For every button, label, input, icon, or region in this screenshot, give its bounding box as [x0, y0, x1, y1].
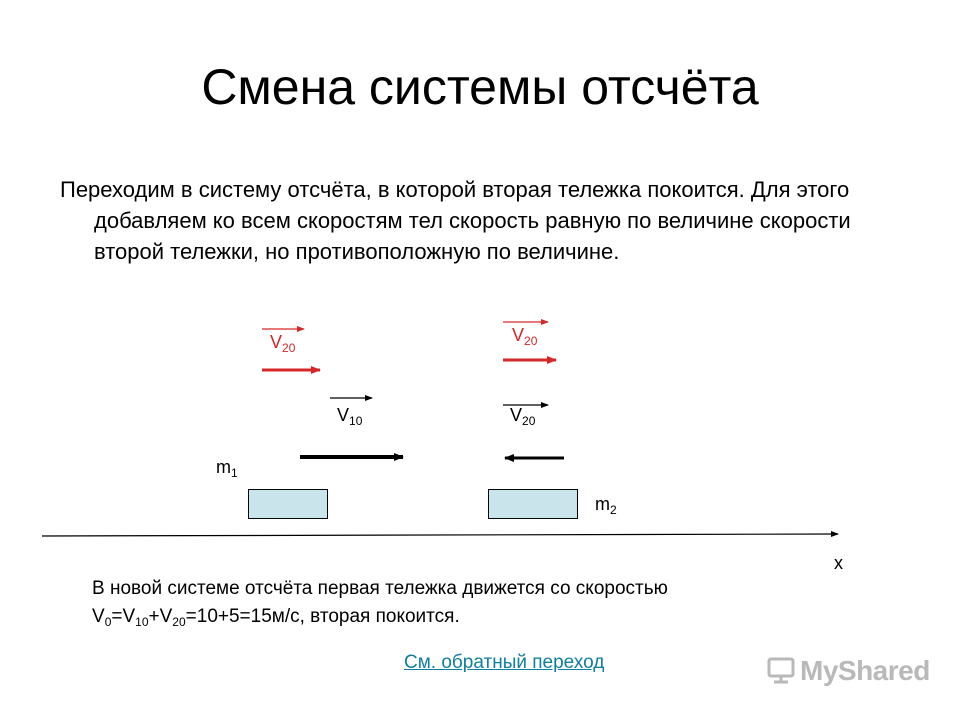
m1-label: $m_1$	[216, 457, 238, 480]
v20-right-top-label: $V_{20}$	[512, 325, 538, 348]
reverse-transition-link[interactable]: См. обратный переход	[404, 652, 605, 673]
cart-2	[488, 489, 578, 519]
v20-right-mid-label: $V_{20}$	[510, 405, 536, 428]
myshared-watermark: MyShared	[766, 655, 930, 687]
cart-1	[248, 489, 328, 519]
result-text	[92, 575, 668, 632]
result-line-1: В новой системе отсчёта первая тележка движется со скоростью	[92, 578, 668, 599]
presentation-icon	[766, 656, 796, 684]
x-axis	[42, 534, 838, 536]
m2-label: $m_2$	[595, 494, 617, 517]
result-line-2: $V_0=V_{10}+V_{20}=10+5=15м/с$, вторая покоится.	[92, 606, 460, 629]
x-axis-label: x	[834, 553, 843, 573]
intro-paragraph: Переходим в систему отсчёта, в которой вторая тележка покоится. Для этого добавляем ко всем скоростям тел скорость равную по величине скорости второй тележки, но противоположную по величине.	[60, 177, 851, 264]
v20-left-label: $V_{20}$	[270, 332, 296, 355]
v10-label: $V_{10}$	[337, 405, 363, 428]
slide-title: Смена системы отсчёта	[201, 59, 759, 115]
